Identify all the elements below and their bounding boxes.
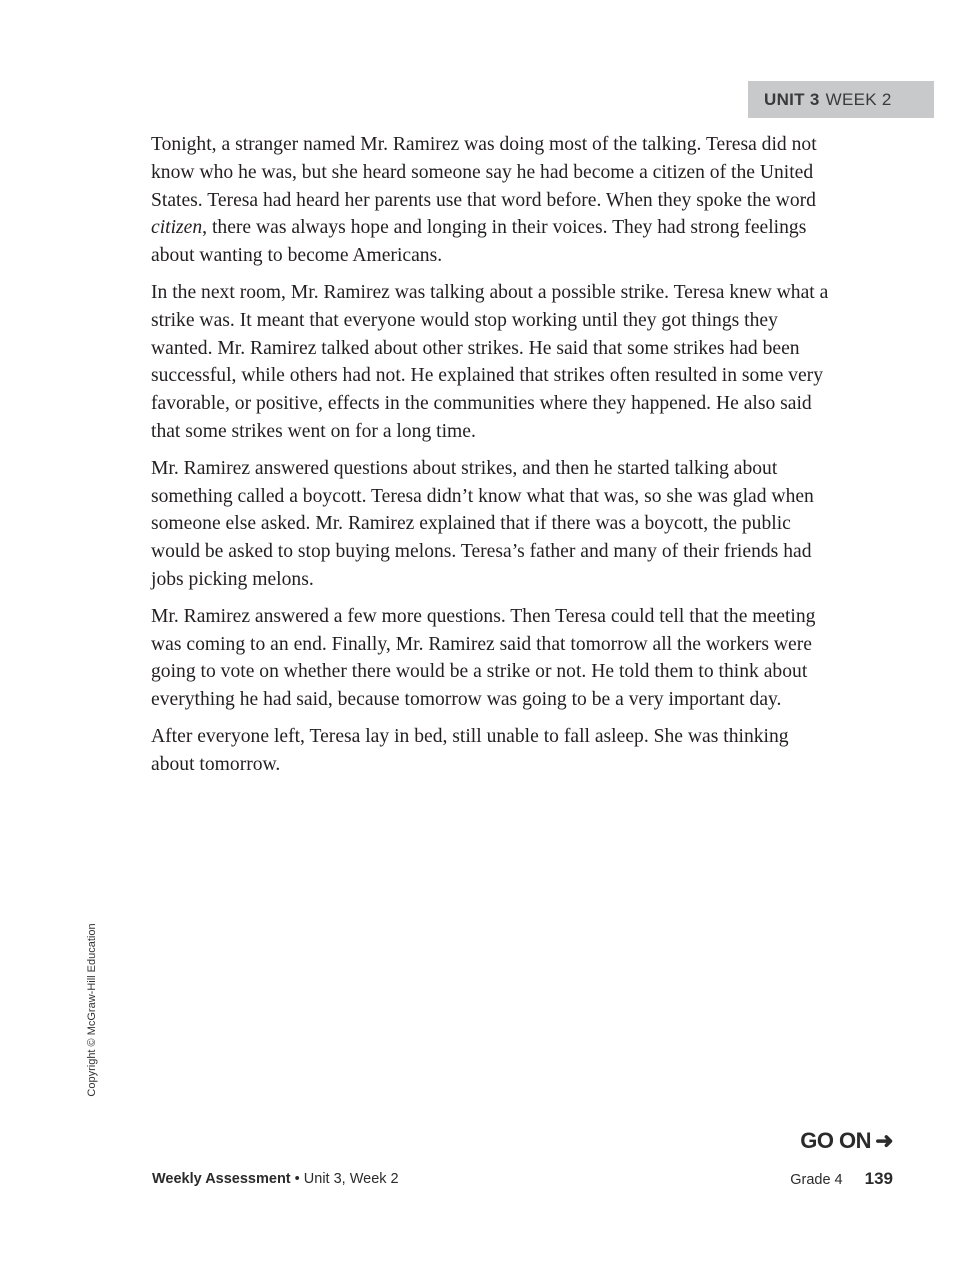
paragraph: [151, 455, 831, 594]
page-number: 139: [864, 1169, 893, 1188]
week-label: WEEK 2: [825, 89, 892, 109]
copyright-text: Copyright © McGraw-Hill Education: [86, 923, 98, 1097]
footer-page-info: [790, 1169, 893, 1189]
text-run: After everyone left, Teresa lay in bed, still unable to fall asleep. She was thinking about tomorrow.: [151, 725, 789, 775]
unit-label: UNIT 3: [764, 89, 820, 109]
paragraph: [151, 723, 831, 779]
arrow-right-icon: ➜: [875, 1128, 893, 1153]
go-on-label: GO ON: [800, 1128, 872, 1153]
text-run: Mr. Ramirez answered questions about strikes, and then he started talking about something called a boycott. Teresa didn’t know what that was, so she was glad when someone else asked. Mr. Ramirez explained that if there was a boycott, the public would be asked to stop buying melons. Teresa’s father and many of their friends had jobs picking melons.: [151, 457, 814, 590]
text-run: Tonight, a stranger named Mr. Ramirez was doing most of the talking. Teresa did not know who he was, but she heard someone say he had become a citizen of the United States. Teresa had heard her parents use that word before. When they spoke the word: [151, 134, 817, 211]
paragraph: [151, 603, 831, 714]
passage-text: [151, 131, 831, 788]
unit-week-tab: [748, 81, 934, 118]
footer-assessment-info: [152, 1171, 399, 1187]
paragraph: [151, 131, 831, 270]
text-run: , there was always hope and longing in their voices. They had strong feelings about wanting to become Americans.: [151, 217, 807, 267]
italic-term: citizen: [151, 217, 203, 239]
text-run: Mr. Ramirez answered a few more questions. Then Teresa could tell that the meeting was coming to an end. Finally, Mr. Ramirez said that tomorrow all the workers were going to vote on whether there would be a strike or not. He told them to think about everything he had said, because tomorrow was going to be a very important day.: [151, 605, 816, 711]
footer-title: Weekly Assessment: [152, 1171, 291, 1187]
footer-separator: •: [290, 1171, 304, 1187]
go-on-indicator: [800, 1128, 893, 1154]
text-run: In the next room, Mr. Ramirez was talking about a possible strike. Teresa knew what a strike was. It meant that everyone would stop working until they got things they wanted. Mr. Ramirez talked about other strikes. He said that some strikes had been successful, while others had not. He explained that strikes often resulted in some very favorable, or positive, effects in the communities where they happened. He also said that some strikes went on for a long time.: [151, 281, 829, 442]
paragraph: [151, 279, 831, 446]
grade-label: Grade 4: [790, 1172, 843, 1188]
footer-subtitle: Unit 3, Week 2: [303, 1171, 399, 1187]
